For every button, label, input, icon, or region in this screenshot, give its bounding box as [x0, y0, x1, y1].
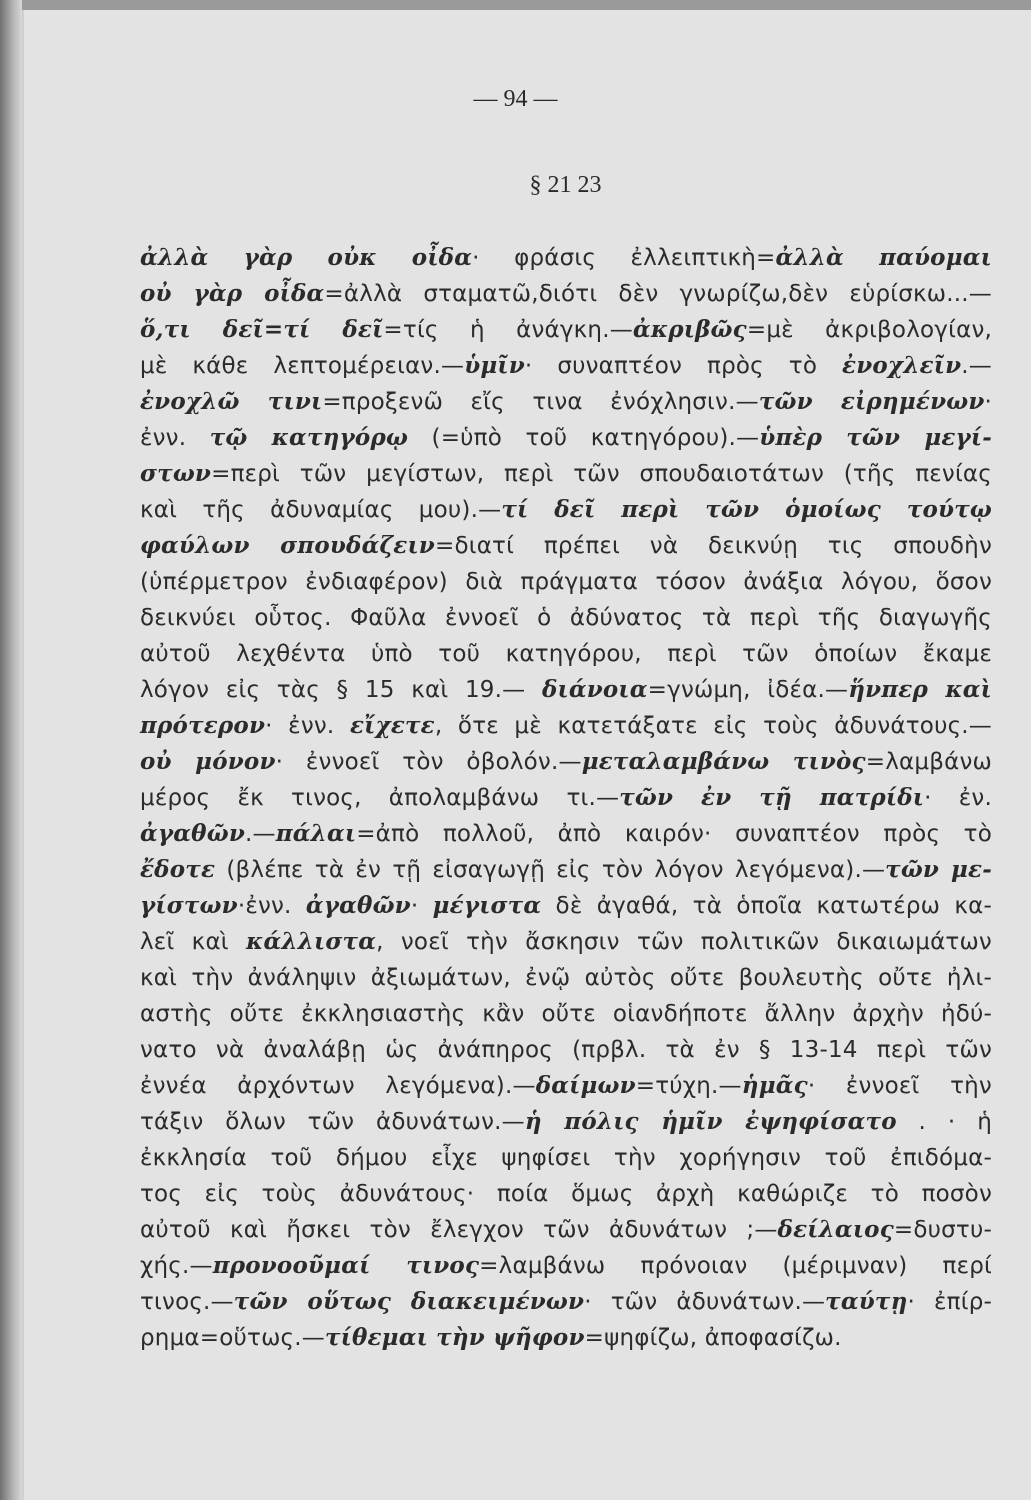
gloss-text: · ἐννοεῖ τὸν ὀβολόν.—	[275, 749, 582, 775]
lemma-term: τῶν ἐν τῇ πατρίδι	[619, 784, 925, 811]
lemma-term: τῶν οὕτως διακειμένων	[233, 1288, 585, 1315]
lemma-term: τῷ κατηγόρῳ	[209, 424, 409, 451]
lemma-term: οὐ γὰρ οἶδα	[140, 280, 325, 307]
gloss-text: μὲ κάθε λεπτομέρειαν.—	[140, 353, 465, 379]
gloss-text: χής.—	[140, 1253, 213, 1279]
gloss-text: =περὶ τῶν μεγίστων, περὶ τῶν σπουδαιοτάτων (τῆς πενίας	[211, 461, 992, 487]
lemma-term: ἀγαθῶν	[140, 820, 245, 847]
lemma-term: δείλαιος	[777, 1216, 894, 1243]
page-left-edge	[0, 0, 22, 1500]
gloss-text: ρημα=οὕτως.—	[140, 1325, 325, 1351]
text-line	[140, 240, 992, 276]
text-line	[140, 276, 992, 312]
text-line	[140, 636, 992, 672]
gloss-text: τινος.—	[140, 1289, 234, 1315]
lemma-term: δαίμων	[535, 1072, 636, 1099]
text-line	[140, 492, 992, 528]
text-line	[140, 1068, 992, 1104]
lemma-term: πάλαι	[275, 820, 357, 847]
lemma-term: ἡ πόλις ἡμῖν ἐψηφίσατο	[524, 1108, 897, 1135]
text-line	[140, 1176, 992, 1212]
gloss-text: καὶ τὴν ἀνάληψιν ἀξιωμάτων, ἐνῷ αὐτὸς οὔτε βουλευτὴς οὔτε ἠλι-	[140, 965, 992, 991]
section-heading: § 21 23	[529, 172, 602, 198]
lemma-term: ἀλλὰ παύομαι	[775, 244, 992, 271]
lemma-term: μεταλαμβάνω τινὸς	[581, 748, 866, 775]
lemma-term: στων	[140, 460, 212, 487]
gloss-text: καὶ τῆς ἀδυναμίας μου).—	[140, 497, 502, 523]
text-line	[140, 780, 992, 816]
page-number: — 94 —	[473, 86, 558, 112]
gloss-text: .—	[961, 353, 992, 379]
lemma-term: τίθεμαι τὴν ψῆφον	[324, 1324, 585, 1351]
commentary-text	[140, 240, 992, 1356]
gloss-text: λεῖ καὶ	[140, 929, 247, 955]
lemma-term: ἀλλὰ γὰρ οὐκ οἶδα	[140, 244, 473, 271]
gloss-text: ·	[984, 389, 992, 415]
text-line	[140, 1032, 992, 1068]
gloss-text: (ὑπέρμετρον ἐνδιαφέρον) διὰ πράγματα τόσον ἀνάξια λόγου, ὅσον	[140, 569, 992, 595]
gloss-text: · συναπτέον πρὸς τὸ	[524, 353, 843, 379]
gloss-text: ·	[410, 893, 433, 919]
gloss-text: αὐτοῦ λεχθέντα ὑπὸ τοῦ κατηγόρου, περὶ τῶν ὁποίων ἔκαμε	[140, 641, 992, 667]
text-line	[140, 1248, 992, 1284]
lemma-term: μέγιστα	[432, 892, 542, 919]
gloss-text: =λαμβάνω πρόνοιαν (μέριμναν) περί	[479, 1253, 992, 1279]
text-line	[140, 1212, 992, 1248]
text-line	[140, 1320, 992, 1356]
lemma-term: ὑμῖν	[464, 352, 525, 379]
text-line	[140, 312, 992, 348]
gloss-text: ἐκκλησία τοῦ δήμου εἶχε ψηφίσει τὴν χορήγησιν τοῦ ἐπιδόμα-	[140, 1145, 992, 1171]
text-line	[140, 888, 992, 924]
gloss-text: νατο νὰ ἀναλάβῃ ὡς ἀνάπηρος (πρβλ. τὰ ἐν § 13-14 περὶ τῶν	[140, 1037, 992, 1063]
gloss-text: τάξιν ὅλων τῶν ἀδυνάτων.—	[140, 1109, 525, 1135]
gloss-text: · ἐν.	[924, 785, 992, 811]
lemma-term: ὑπὲρ τῶν μεγί-	[759, 424, 992, 451]
text-line	[140, 1284, 992, 1320]
lemma-term: ἀγαθῶν	[305, 892, 411, 919]
gloss-text: =τίς ἡ ἀνάγκη.—	[383, 317, 633, 343]
lemma-term: γίστων	[140, 892, 238, 919]
text-line	[140, 348, 992, 384]
gloss-text: τος εἰς τοὺς ἀδυνάτους· ποία ὅμως ἀρχὴ καθώριζε τὸ ποσὸν	[140, 1181, 992, 1207]
lemma-term: ἐνοχλῶ τινι	[140, 388, 323, 415]
text-line	[140, 924, 992, 960]
gloss-text: · ἐνν.	[265, 713, 350, 739]
text-line	[140, 744, 992, 780]
gloss-text: μέρος ἔκ τινος, ἀπολαμβάνω τι.—	[140, 785, 620, 811]
lemma-term: ἀκριβῶς	[632, 316, 747, 343]
lemma-term: ἥνπερ καὶ	[848, 676, 992, 703]
lemma-term: κάλλιστα	[246, 928, 377, 955]
lemma-term: ὅ,τι δεῖ=τί δεῖ	[140, 316, 384, 343]
text-line	[140, 1140, 992, 1176]
gloss-text: =ψηφίζω, ἀποφασίζω.	[584, 1325, 842, 1351]
gloss-text: λόγον εἰς τὰς § 15 καὶ 19.—	[140, 677, 542, 703]
text-line	[140, 672, 992, 708]
gloss-text: =διατί πρέπει νὰ δεικνύῃ τις σπουδὴν	[434, 533, 992, 559]
lemma-term: εἴχετε	[349, 712, 435, 739]
text-line	[140, 960, 992, 996]
gloss-text: δεικνύει οὗτος. Φαῦλα ἐννοεῖ ὁ ἀδύνατος τὰ περὶ τῆς διαγωγῆς	[140, 605, 992, 631]
gloss-text: αστὴς οὔτε ἐκκλησιαστὴς κἂν οὔτε οἱανδήποτε ἄλλην ἀρχὴν ἠδύ-	[140, 1001, 992, 1027]
text-line	[140, 528, 992, 564]
gloss-text: =λαμβάνω	[865, 749, 992, 775]
gloss-text: · φράσις ἐλλειπτικὴ=	[472, 245, 776, 271]
text-line	[140, 564, 992, 600]
lemma-term: προνοοῦμαί τινος	[212, 1252, 480, 1279]
text-line	[140, 1104, 992, 1140]
gloss-text: . · ἡ	[896, 1109, 992, 1135]
gloss-text: αὐτοῦ καὶ ἤσκει τὸν ἔλεγχον τῶν ἀδυνάτων ;—	[140, 1217, 778, 1243]
gloss-text: (βλέπε τὰ ἐν τῇ εἰσαγωγῇ εἰς τὸν λόγον λεγόμενα).—	[215, 857, 886, 883]
text-line	[140, 384, 992, 420]
gloss-text: · ἐπίρ-	[907, 1289, 993, 1315]
text-line	[140, 996, 992, 1032]
lemma-term: ἐνοχλεῖν	[842, 352, 962, 379]
gloss-text: , νοεῖ τὴν ἄσκησιν τῶν πολιτικῶν δικαιωμάτων	[376, 929, 992, 955]
lemma-term: τῶν εἰρημένων	[758, 388, 985, 415]
gloss-text: , ὅτε μὲ κατετάξατε εἰς τοὺς ἀδυνάτους.—	[434, 713, 992, 739]
lemma-term: οὐ μόνον	[140, 748, 276, 775]
lemma-term: ἡμᾶς	[741, 1072, 808, 1099]
gloss-text: · ἐννοεῖ τὴν	[807, 1073, 992, 1099]
text-line	[140, 852, 992, 888]
gloss-text: ·ἐνν.	[237, 893, 306, 919]
gloss-text: ἐννέα ἀρχόντων λεγόμενα).—	[140, 1073, 536, 1099]
gloss-text: (=ὑπὸ τοῦ κατηγόρου).—	[408, 425, 760, 451]
lemma-term: ἔδοτε	[140, 856, 216, 883]
lemma-term: πρότερον	[140, 712, 266, 739]
gloss-text: =προξενῶ εἴς τινα ἐνόχλησιν.—	[322, 389, 759, 415]
gloss-text: =μὲ ἀκριβολογίαν,	[746, 317, 993, 343]
text-line	[140, 600, 992, 636]
text-line	[140, 708, 992, 744]
text-line	[140, 456, 992, 492]
gloss-text: .—	[244, 821, 276, 847]
lemma-term: ταύτῃ	[825, 1288, 908, 1315]
lemma-term: διάνοια	[541, 676, 648, 703]
gloss-text: ἐνν.	[140, 425, 210, 451]
lemma-term: τί δεῖ περὶ τῶν ὁμοίως τούτῳ	[501, 496, 992, 523]
text-line	[140, 816, 992, 852]
gloss-text: =δυστυ-	[893, 1217, 992, 1243]
gloss-text: =τύχη.—	[635, 1073, 742, 1099]
gloss-text: =ἀπὸ πολλοῦ, ἀπὸ καιρόν· συναπτέον πρὸς τὸ	[356, 821, 992, 847]
lemma-term: φαύλων σπουδάζειν	[140, 532, 435, 559]
gloss-text: · τῶν ἀδυνάτων.—	[584, 1289, 826, 1315]
text-line	[140, 420, 992, 456]
gloss-text: =γνώμη, ἰδέα.—	[647, 677, 849, 703]
lemma-term: τῶν με-	[885, 856, 992, 883]
gloss-text: δὲ ἀγαθά, τὰ ὁποῖα κατωτέρω κα-	[541, 893, 992, 919]
gloss-text: =ἀλλὰ σταματῶ,διότι δὲν γνωρίζω,δὲν εὑρίσκω...—	[324, 281, 992, 307]
